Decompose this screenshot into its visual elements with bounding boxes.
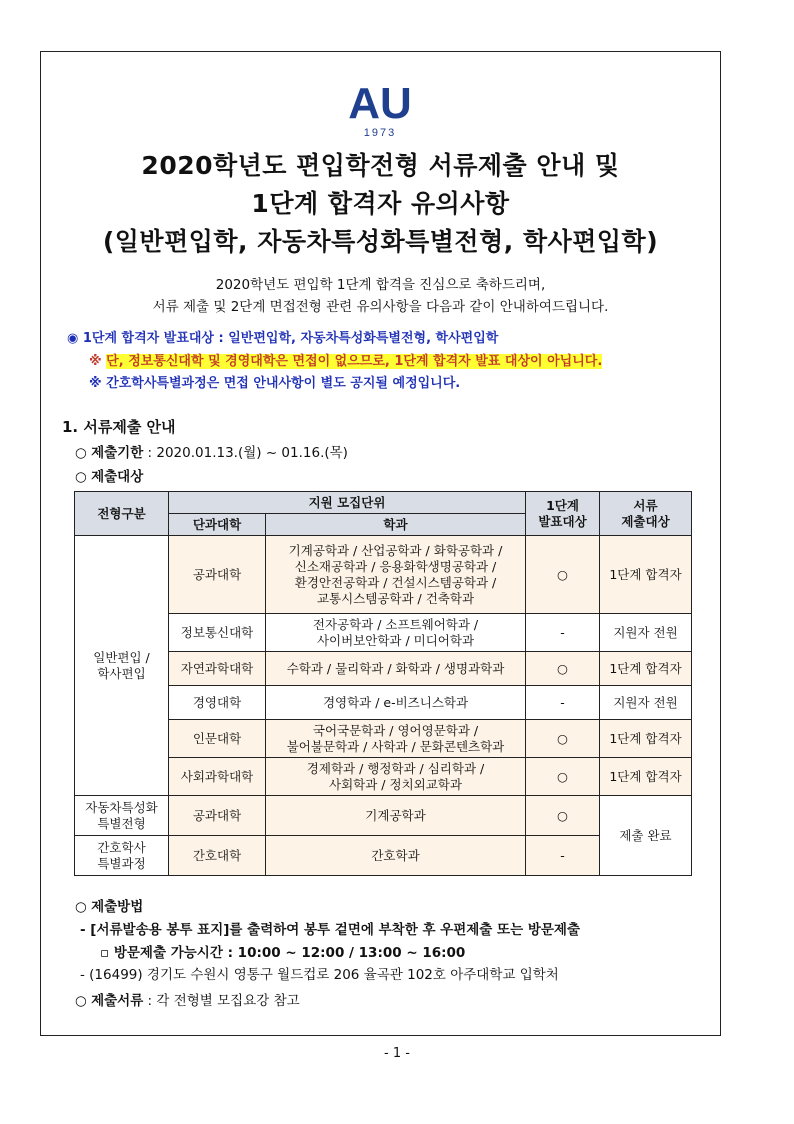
circle-bullet: ○ [75,469,87,485]
stage1-cell: ○ [526,536,600,614]
logo-year: 1973 [363,127,397,139]
docs-cell: 1단계 합격자 [600,720,692,758]
group-auto: 자동차특성화 특별전형 [75,796,169,836]
header-unit: 지원 모집단위 [169,492,526,514]
college-cell: 사회과학대학 [169,758,266,796]
group-nursing: 간호학사 특별과정 [75,836,169,876]
circle-bullet: ○ [75,445,87,461]
university-logo [337,80,423,140]
header-docs: 서류 제출대상 [600,492,692,536]
college-cell: 공과대학 [169,796,266,836]
table-row [75,836,692,876]
section-heading: 1. 서류제출 안내 [62,418,176,436]
stage1-cell: ○ [526,652,600,686]
college-cell: 정보통신대학 [169,614,266,652]
target-row [75,465,143,485]
docs-row [75,989,300,1009]
docs-cell: 1단계 합격자 [600,652,692,686]
docs-cell: 지원자 전원 [600,614,692,652]
intro-line-1: 2020학년도 편입학 1단계 합격을 진심으로 축하드리며, [215,277,546,293]
deadline-label: 제출기한 [91,445,144,461]
title-line-1: 2020학년도 편입학전형 서류제출 안내 및 [141,151,620,180]
circle-bullet: ○ [75,993,87,1009]
table-row [75,796,692,836]
stage1-cell: ○ [526,758,600,796]
deadline-value: : 2020.01.13.(월) ~ 01.16.(목) [143,445,348,461]
target-label: 제출대상 [91,469,144,485]
page-number: - 1 - [384,1046,410,1061]
exception-text: 단, 정보통신대학 및 경영대학은 면접이 없으므로, 1단계 합격자 발표 대상이 아닙니다. [106,354,603,369]
docs-cell: 1단계 합격자 [600,758,692,796]
stage1-cell: ○ [526,720,600,758]
dept-cell: 국어국문학과 / 영어영문학과 / 불어불문학과 / 사학과 / 문화콘텐츠학과 [266,720,526,758]
docs-label: 제출서류 [91,993,144,1009]
docs-merged-cell: 제출 완료 [600,796,692,876]
note-mark: ※ [89,354,102,369]
dept-cell: 경영학과 / e-비즈니스학과 [266,686,526,720]
method-label: 제출방법 [91,899,144,915]
method-line-1: - [서류발송용 봉투 표지]를 출력하여 봉투 겉면에 부착한 후 우편제출 또는 방문제출 [80,922,580,938]
docs-cell: 지원자 전원 [600,686,692,720]
intro-line-2: 서류 제출 및 2단계 면접전형 관련 유의사항을 다음과 같이 안내하여드립니다. [152,299,609,315]
method-line-2: ▫ 방문제출 가능시간 : 10:00 ~ 12:00 / 13:00 ~ 16:00 [100,945,466,961]
dept-cell: 전자공학과 / 소프트웨어학과 / 사이버보안학과 / 미디어학과 [266,614,526,652]
college-cell: 공과대학 [169,536,266,614]
header-college: 단과대학 [169,514,266,536]
group-general: 일반편입 / 학사편입 [75,536,169,796]
header-stage1: 1단계 발표대상 [526,492,600,536]
dept-cell: 기계공학과 [266,796,526,836]
nursing-notice: ※ 간호학사특별과정은 면접 안내사항이 별도 공지될 예정입니다. [89,376,461,391]
exception-notice [89,350,602,369]
dept-cell: 기계공학과 / 산업공학과 / 화학공학과 / 신소재공학과 / 응용화학생명공학과 / 환경안전공학과 / 건설시스템공학과 / 교통시스템공학과 / 건축학과 [266,536,526,614]
submission-table [74,491,692,876]
header-type: 전형구분 [75,492,169,536]
college-cell: 자연과학대학 [169,652,266,686]
announce-notice [67,327,498,346]
stage1-cell: - [526,836,600,876]
college-cell: 인문대학 [169,720,266,758]
deadline-row [75,441,348,461]
table-row [75,536,692,614]
announce-text: 1단계 합격자 발표대상 : 일반편입학, 자동차특성화특별전형, 학사편입학 [82,331,499,346]
title-line-2: 1단계 합격자 유의사항 [251,189,510,218]
dept-cell: 수학과 / 물리학과 / 화학과 / 생명과학과 [266,652,526,686]
docs-cell: 1단계 합격자 [600,536,692,614]
circle-bullet: ○ [75,899,87,915]
college-cell: 간호대학 [169,836,266,876]
method-line-3: - (16499) 경기도 수원시 영통구 월드컵로 206 율곡관 102호 아주대학교 입학처 [80,967,559,983]
title-line-3: (일반편입학, 자동차특성화특별전형, 학사편입학) [102,227,659,256]
header-dept: 학과 [266,514,526,536]
stage1-cell: - [526,686,600,720]
bullet-icon: ◉ [67,331,79,346]
method-row [75,895,143,915]
dept-cell: 간호학과 [266,836,526,876]
stage1-cell: ○ [526,796,600,836]
stage1-cell: - [526,614,600,652]
college-cell: 경영대학 [169,686,266,720]
docs-value: : 각 전형별 모집요강 참고 [143,993,300,1009]
logo-letters: AU [348,80,412,128]
dept-cell: 경제학과 / 행정학과 / 심리학과 / 사회학과 / 정치외교학과 [266,758,526,796]
